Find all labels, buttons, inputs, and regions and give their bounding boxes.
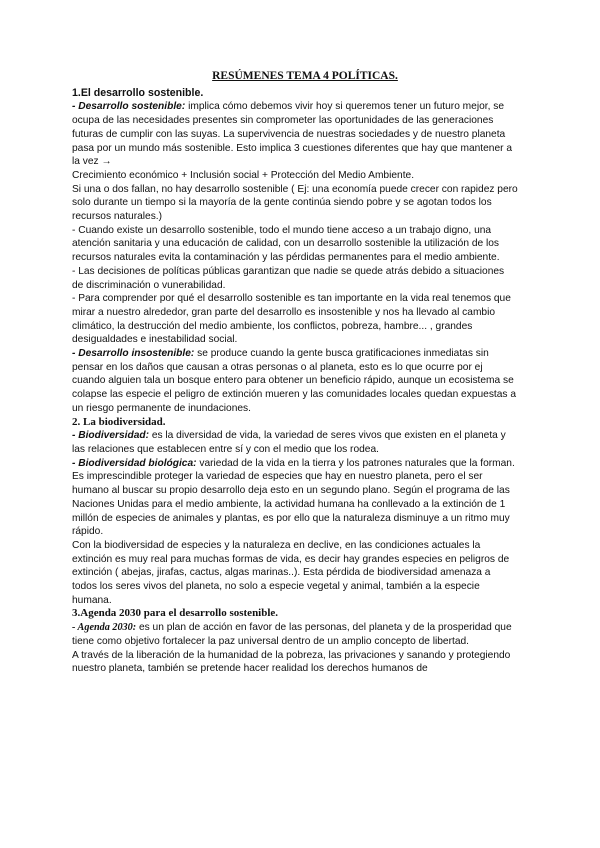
term-biological-biodiversity: - Biodiversidad biológica: (72, 457, 197, 469)
section-1-heading: 1.El desarrollo sostenible. (72, 86, 204, 99)
definition-text: es la diversidad de vida, la variedad de seres vivos que existen en el planeta y las relaciones que establecen entre sí y con el medio que los rodea. (72, 430, 506, 455)
paragraph: Con la biodiversidad de especies y la naturaleza en declive, en las condiciones actuales la extinción es muy real para muchas formas de vida, es decir hay grandes especies en peligros de extinción ( abejas, jirafas, cactus, algas marinas..). Esta pérdida de biodiversidad amenaza a todos los seres vivos del planeta, no solo a especie vegetal y animal, también a la especie humana. (72, 539, 510, 606)
definition-text: es un plan de acción en favor de las personas, del planeta y de la prosperidad que tiene como objetivo fortalecer la paz universal dentro de un amplio concepto de libertad. (72, 622, 512, 647)
term-unsustainable-development: - Desarrollo insostenible: (72, 348, 195, 360)
definition-agenda-2030 (72, 621, 518, 648)
section-3-heading: 3.Agenda 2030 para el desarrollo sostenible. (72, 607, 279, 620)
section-2-heading: 2. La biodiversidad. (72, 415, 166, 428)
definition-biodiversity (72, 429, 518, 456)
paragraph: Si una o dos fallan, no hay desarrollo sostenible ( Ej: una economía puede crecer con rapidez pero solo durante un tiempo si la mayoría de la gente continúa siendo pobre y se agotan todos los recursos naturales.) (72, 183, 518, 223)
definition-text: se produce cuando la gente busca gratificaciones inmediatas sin pensar en los daños que causan a otras personas o al planeta, esto es lo que ocurre por ej cuando alguien tala un bosque entero para obtener un beneficio rápido, aunque un ecosistema se colapse las especie el peligro de extinción mueren y las comunidades locales quedan expuestas a un riesgo permanente de inundaciones. (72, 348, 516, 414)
paragraph: Es imprescindible proteger la variedad de especies que hay en nuestro planeta, pero el ser humano al buscar su propio desarrollo deja esto en un segundo plano. Según el programa de las Naciones Unidas para el medio ambiente, la actividad humana ha conllevado a la extinción de 1 millón de especies de animales y plantas, es por ello que la naturaleza disminuye a un ritmo muy rápido. (72, 471, 510, 538)
term-biodiversity: - Biodiversidad: (72, 430, 149, 442)
definition-unsustainable-development (72, 347, 518, 416)
definition-sustainable-development (72, 100, 518, 169)
paragraph: - Para comprender por qué el desarrollo sostenible es tan importante en la vida real tenemos que mirar a nuestro alrededor, gran parte del desarrollo es insostenible y nos ha llevado al cambio climático, la destrucción del medio ambiente, los conflictos, pobreza, hambre... , grandes desigualdades e inestabilidad social. (72, 293, 511, 346)
term-sustainable-development: - Desarrollo sostenible: (72, 101, 186, 113)
definition-text: variedad de la vida en la tierra y los patrones naturales que la forman. (196, 457, 515, 469)
paragraph: - Cuando existe un desarrollo sostenible, todo el mundo tiene acceso a un trabajo digno, una atención sanitaria y una educación de calidad, con un desarrollo sostenible la utilización de los recursos naturales evita la contaminación y las pérdidas permanentes para el medio ambiente. (72, 224, 500, 264)
formula-line: Crecimiento económico + Inclusión social + Protección del Medio Ambiente. (72, 169, 415, 181)
document-title: RESÚMENES TEMA 4 POLÍTICAS. (212, 70, 398, 82)
paragraph: - Las decisiones de políticas públicas garantizan que nadie se quede atrás debido a situaciones de discriminación o vunerabilidad. (72, 265, 505, 291)
paragraph: A través de la liberación de la humanidad de la pobreza, las privaciones y sanando y protegiendo nuestro planeta, también se pretende hacer realidad los derechos humanos de (72, 649, 511, 675)
term-agenda-2030: - Agenda 2030: (72, 622, 137, 634)
definition-text: implica cómo debemos vivir hoy si queremos tener un futuro mejor, se ocupa de las necesidades presentes sin comprometer las oportunidades de las generaciones futuras de cumplir con las suyas. La supervivencia de nuestras sociedades y de nuestro planeta pasa por un mundo más sostenible. Esto implica 3 cuestiones diferentes que hay que mantener a la vez → (72, 101, 513, 168)
definition-biological-biodiversity (72, 457, 518, 471)
